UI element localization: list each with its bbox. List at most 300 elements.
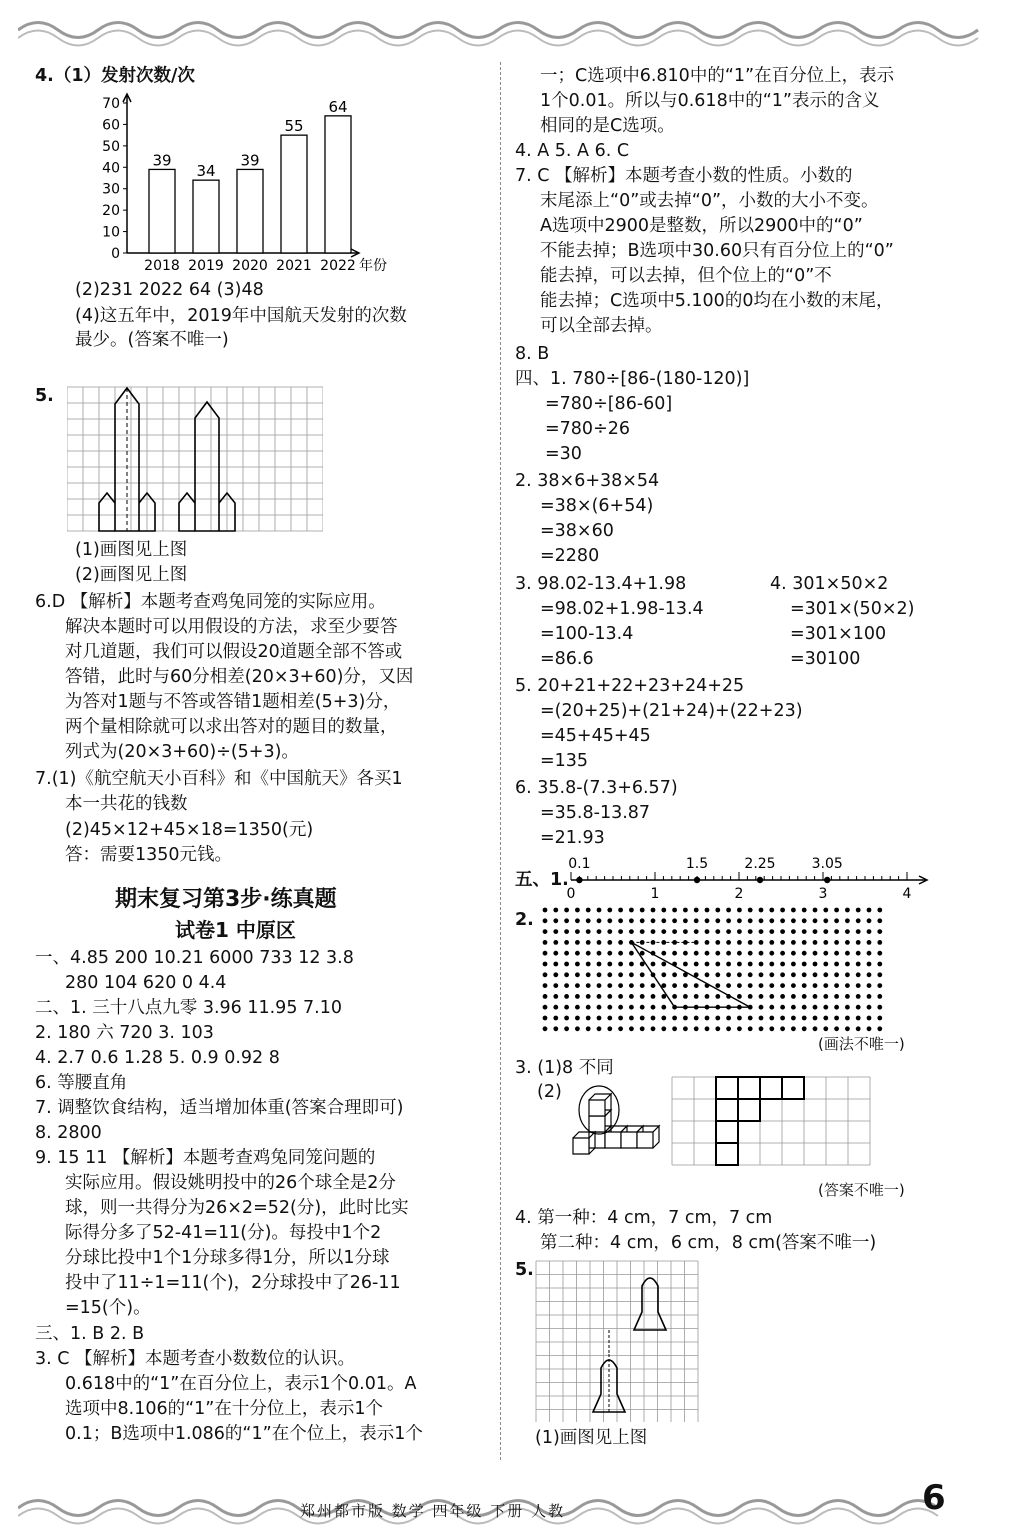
q4-4a: (4)这五年中，2019年中国航天发射的次数 <box>75 306 407 326</box>
grid-dot <box>629 1026 634 1031</box>
bar-value-label: 34 <box>196 162 216 181</box>
s1-a: 一、4.85 200 10.21 6000 733 12 3.8 <box>35 948 354 968</box>
calc2-b: =38×(6+54) <box>540 496 654 516</box>
grid-dot <box>607 951 612 956</box>
d5-label: 5. <box>515 1260 534 1280</box>
grid-dot <box>597 972 602 977</box>
grid-dot <box>575 1016 580 1021</box>
filled-square <box>716 1077 738 1099</box>
grid-dot <box>877 908 882 913</box>
grid-dot <box>780 918 785 923</box>
y-tick-label: 50 <box>102 138 120 155</box>
x-tick-label: 2018 <box>144 258 180 274</box>
grid-dot <box>737 994 742 999</box>
grid-dot <box>823 1016 828 1021</box>
grid-dot <box>564 908 569 913</box>
grid-dot <box>586 962 591 967</box>
grid-dot <box>813 972 818 977</box>
cube-face <box>573 1138 589 1154</box>
grid-dot <box>553 962 558 967</box>
grid-dot <box>705 918 710 923</box>
bar-value-label: 39 <box>152 151 172 170</box>
s2-9d: 际得分多了52-41=11(分)。每投中1个2 <box>65 1223 382 1243</box>
q4-4b: 最少。(答案不唯一) <box>75 330 229 350</box>
grid-dot <box>564 929 569 934</box>
grid-dot <box>640 929 645 934</box>
grid-dot <box>877 940 882 945</box>
grid-dot <box>769 940 774 945</box>
grid-dot <box>586 918 591 923</box>
grid-dot <box>769 908 774 913</box>
grid-dot <box>737 962 742 967</box>
rocket-grid-drawing <box>67 386 323 532</box>
grid-dot <box>737 918 742 923</box>
grid-dot <box>823 983 828 988</box>
grid-dot <box>845 1026 850 1031</box>
grid-dot <box>867 1026 872 1031</box>
calc2-d: =2280 <box>540 546 600 566</box>
grid-dot <box>597 940 602 945</box>
grid-dot <box>553 908 558 913</box>
numberline-label: 五、1. <box>515 870 569 890</box>
grid-dot <box>607 918 612 923</box>
grid-dot <box>553 918 558 923</box>
grid-dot <box>564 972 569 977</box>
filled-square <box>738 1077 760 1099</box>
grid-dot <box>629 994 634 999</box>
grid-dot <box>867 1016 872 1021</box>
grid-dot <box>759 940 764 945</box>
grid-dot <box>640 994 645 999</box>
grid-dot <box>715 918 720 923</box>
grid-dot <box>597 918 602 923</box>
grid-dot <box>813 940 818 945</box>
grid-dot <box>575 918 580 923</box>
wavy-border-top <box>18 10 993 50</box>
grid-dot <box>823 918 828 923</box>
calc6-a: 6. 35.8-(7.3+6.57) <box>515 778 678 798</box>
r2: 1个0.01。所以与0.618中的“1”表示的含义 <box>540 91 880 111</box>
x-tick-label: 2022 <box>320 258 356 274</box>
grid-dot <box>791 1005 796 1010</box>
grid-dot <box>856 918 861 923</box>
cube-face <box>605 1132 621 1148</box>
grid-dot <box>780 1016 785 1021</box>
grid-dot <box>553 972 558 977</box>
number-line-label: 2 <box>734 886 744 902</box>
grid-dot <box>769 951 774 956</box>
grid-dot <box>856 951 861 956</box>
grid-dot <box>661 929 666 934</box>
number-line-value: 0.1 <box>568 856 591 872</box>
grid-dot <box>640 972 645 977</box>
rocket-body <box>195 402 219 531</box>
grid-dot <box>823 929 828 934</box>
calc5-c: =45+45+45 <box>540 726 651 746</box>
grid-dot <box>748 983 753 988</box>
calc3-b: =98.02+1.98-13.4 <box>540 599 704 619</box>
q6-f: 两个量相除就可以求出答对的题目的数量， <box>65 717 398 737</box>
grid-dot <box>672 983 677 988</box>
grid-dot <box>543 994 548 999</box>
grid-dot <box>780 983 785 988</box>
grid-dot <box>834 972 839 977</box>
grid-dot <box>640 918 645 923</box>
grid-dot <box>737 1026 742 1031</box>
grid-dot <box>737 1016 742 1021</box>
grid-dot <box>802 908 807 913</box>
grid-dot <box>759 1016 764 1021</box>
grid-dot <box>553 1026 558 1031</box>
grid-dot <box>759 1026 764 1031</box>
s2-4: 4. 2.7 0.6 1.28 5. 0.9 0.92 8 <box>35 1048 280 1068</box>
grid-dot <box>553 951 558 956</box>
r8: 8. B <box>515 344 550 364</box>
grid-dot <box>564 918 569 923</box>
grid-dot <box>618 908 623 913</box>
grid-dot <box>694 962 699 967</box>
grid-dot <box>651 908 656 913</box>
grid-dot <box>823 972 828 977</box>
grid-dot <box>823 940 828 945</box>
s3-3c: 选项中8.106的“1”在十分位上，表示1个 <box>65 1399 383 1419</box>
grid-dot <box>683 994 688 999</box>
calc3-c: =100-13.4 <box>540 624 634 644</box>
grid-dot <box>553 1016 558 1021</box>
grid-dot <box>726 962 731 967</box>
number-line-label: 3 <box>818 886 828 902</box>
bar <box>281 135 307 253</box>
s3-3a: 3. C 【解析】本题考查小数数位的认识。 <box>35 1349 356 1369</box>
filled-square <box>716 1143 738 1165</box>
launch-bar-chart <box>75 88 395 278</box>
grid-dot <box>867 983 872 988</box>
grid-dot <box>823 994 828 999</box>
grid-dot <box>607 994 612 999</box>
grid-dot <box>834 918 839 923</box>
grid-dot <box>661 918 666 923</box>
q5-1: (1)画图见上图 <box>75 540 188 560</box>
grid-dot <box>834 908 839 913</box>
grid-dot <box>543 951 548 956</box>
grid-dot <box>575 1026 580 1031</box>
grid-dot <box>759 983 764 988</box>
d5-1: (1)画图见上图 <box>535 1428 648 1448</box>
grid-dot <box>672 1016 677 1021</box>
d3-note: (答案不唯一) <box>818 1181 905 1199</box>
triangle-shape <box>631 942 750 1007</box>
calc4-d: =30100 <box>790 649 861 669</box>
grid-dot <box>769 918 774 923</box>
bar <box>325 116 351 253</box>
filled-square <box>760 1077 782 1099</box>
grid-dot <box>694 908 699 913</box>
grid-dot <box>856 929 861 934</box>
grid-dot <box>694 1026 699 1031</box>
grid-dot <box>694 994 699 999</box>
grid-dot <box>651 983 656 988</box>
grid-dot <box>769 994 774 999</box>
grid-dot <box>748 962 753 967</box>
grid-dot <box>683 951 688 956</box>
grid-dot <box>780 994 785 999</box>
grid-dot <box>683 983 688 988</box>
grid-dot <box>737 972 742 977</box>
grid-dot <box>834 1005 839 1010</box>
r7a: 7. C 【解析】本题考查小数的性质。小数的 <box>515 166 853 186</box>
grid-dot <box>802 972 807 977</box>
grid-dot <box>877 951 882 956</box>
grid-dot <box>705 994 710 999</box>
grid-dot <box>867 929 872 934</box>
calc5-a: 5. 20+21+22+23+24+25 <box>515 676 745 696</box>
grid-dot <box>715 1016 720 1021</box>
grid-dot <box>575 1005 580 1010</box>
r7c: A选项中2900是整数，所以2900中的“0” <box>540 216 863 236</box>
grid-dot <box>813 994 818 999</box>
grid-dot <box>791 983 796 988</box>
bar-value-label: 64 <box>328 97 348 116</box>
r7b: 末尾添上“0”或去掉“0”，小数的大小不变。 <box>540 191 879 211</box>
grid-dot <box>553 994 558 999</box>
grid-dot <box>597 1026 602 1031</box>
grid-dot <box>845 962 850 967</box>
grid-dot <box>575 940 580 945</box>
grid-dot <box>834 1016 839 1021</box>
cube-face <box>589 1100 605 1116</box>
grid-dot <box>877 1005 882 1010</box>
x-axis-unit: 年份 <box>359 258 387 274</box>
grid-dot <box>726 983 731 988</box>
calc4-b: =301×(50×2) <box>790 599 915 619</box>
page-footer: 郑州都市版 数学 四年级 下册 人教 <box>300 1502 566 1520</box>
grid-dot <box>715 994 720 999</box>
s2-2: 2. 180 六 720 3. 103 <box>35 1023 214 1043</box>
grid-dot <box>586 929 591 934</box>
grid-dot <box>597 1005 602 1010</box>
grid-dot <box>726 972 731 977</box>
filled-square <box>716 1099 738 1121</box>
grid-dot <box>780 1005 785 1010</box>
grid-dot <box>867 962 872 967</box>
grid-dot <box>867 951 872 956</box>
grid-dot <box>672 918 677 923</box>
grid-dot <box>607 962 612 967</box>
grid-dot <box>607 972 612 977</box>
grid-dot <box>597 994 602 999</box>
grid-dot <box>877 983 882 988</box>
grid-dot <box>705 962 710 967</box>
q6-b: 解决本题时可以用假设的方法，求至少要答 <box>65 617 398 637</box>
s2-9g: =15(个)。 <box>65 1298 151 1318</box>
dots-label: 2. <box>515 910 534 930</box>
q7-a: 7.(1)《航空航天小百科》和《中国航天》各买1 <box>35 769 403 789</box>
q5-2: (2)画图见上图 <box>75 565 188 585</box>
grid-dot <box>780 929 785 934</box>
grid-dot <box>748 918 753 923</box>
grid-dot <box>618 972 623 977</box>
grid-dot <box>597 962 602 967</box>
grid-dot <box>813 962 818 967</box>
q6-e: 为答对1题与不答或答错1题相差(5+3)分， <box>65 692 401 712</box>
grid-dot <box>780 962 785 967</box>
grid-dot <box>629 918 634 923</box>
grid-dot <box>748 972 753 977</box>
grid-dot <box>618 1005 623 1010</box>
cube-face <box>589 1116 605 1132</box>
grid-dot <box>586 1016 591 1021</box>
grid-dot <box>629 951 634 956</box>
grid-dot <box>694 929 699 934</box>
grid-dot <box>683 1026 688 1031</box>
cube-stack-drawing <box>563 1084 673 1164</box>
grid-dot <box>618 1026 623 1031</box>
filled-square <box>716 1121 738 1143</box>
grid-dot <box>780 1026 785 1031</box>
grid-dot <box>867 908 872 913</box>
dots-note: (画法不唯一) <box>818 1035 905 1053</box>
bar <box>149 169 175 253</box>
number-line-value: 2.25 <box>744 856 776 872</box>
grid-dot <box>661 951 666 956</box>
r7f: 能去掉；C选项中5.100的0均在小数的末尾， <box>540 291 894 311</box>
grid-dot <box>759 918 764 923</box>
s2-6: 6. 等腰直角 <box>35 1073 128 1093</box>
y-tick-label: 20 <box>102 203 120 220</box>
number-line-point <box>694 877 700 883</box>
grid-dot <box>586 983 591 988</box>
grid-dot <box>651 1026 656 1031</box>
grid-dot <box>856 1005 861 1010</box>
grid-dot <box>661 962 666 967</box>
grid-dot <box>586 1005 591 1010</box>
d3-1: 3. (1)8 不同 <box>515 1058 614 1078</box>
grid-dot <box>715 983 720 988</box>
number-line-point <box>824 877 830 883</box>
q5-label: 5. <box>35 386 54 406</box>
grid-dot <box>575 929 580 934</box>
grid-dot <box>780 908 785 913</box>
grid-dot <box>618 918 623 923</box>
grid-dot <box>748 1016 753 1021</box>
grid-dot <box>543 1026 548 1031</box>
grid-dot <box>586 972 591 977</box>
grid-dot <box>823 951 828 956</box>
grid-dot <box>737 940 742 945</box>
y-tick-label: 30 <box>102 181 120 198</box>
grid-dot <box>813 1026 818 1031</box>
grid-dot <box>780 972 785 977</box>
s3-1: 三、1. B 2. B <box>35 1324 145 1344</box>
grid-dot <box>640 908 645 913</box>
grid-dot <box>705 940 710 945</box>
d3-2: (2) <box>537 1082 562 1102</box>
grid-dot <box>877 929 882 934</box>
grid-dot <box>586 951 591 956</box>
grid-dot <box>834 951 839 956</box>
grid-dot <box>553 940 558 945</box>
s2-7: 7. 调整饮食结构，适当增加体重(答案合理即可) <box>35 1098 404 1118</box>
number-line-label: 4 <box>902 886 912 902</box>
filled-square <box>782 1077 804 1099</box>
q4-2: (2)231 2022 64 (3)48 <box>75 280 264 300</box>
grid-dot <box>748 908 753 913</box>
y-tick-label: 0 <box>111 246 120 262</box>
grid-dot <box>543 929 548 934</box>
grid-dot <box>802 918 807 923</box>
grid-dot <box>564 1026 569 1031</box>
grid-dot <box>802 1016 807 1021</box>
s2-9a: 9. 15 11 【解析】本题考查鸡兔同笼问题的 <box>35 1148 376 1168</box>
grid-dot <box>780 951 785 956</box>
q7-b: 本一共花的钱数 <box>65 794 188 814</box>
grid-dot <box>834 983 839 988</box>
grid-dot <box>564 1016 569 1021</box>
grid-dot <box>813 908 818 913</box>
grid-dot <box>791 972 796 977</box>
grid-dot <box>715 908 720 913</box>
dot-grid-drawing <box>537 902 887 1032</box>
grid-dot <box>823 908 828 913</box>
grid-dot <box>867 918 872 923</box>
grid-dot <box>694 983 699 988</box>
filled-square <box>738 1099 760 1121</box>
q6-g: 列式为(20×3+60)÷(5+3)。 <box>65 742 299 762</box>
grid-dot <box>543 918 548 923</box>
grid-dot <box>618 929 623 934</box>
grid-dot <box>867 994 872 999</box>
grid-dot <box>564 1005 569 1010</box>
grid-dot <box>780 940 785 945</box>
grid-dot <box>834 994 839 999</box>
s2-8: 8. 2800 <box>35 1123 102 1143</box>
grid-dot <box>607 1005 612 1010</box>
grid-dot <box>726 1016 731 1021</box>
grid-dot <box>586 994 591 999</box>
grid-dot <box>543 972 548 977</box>
grid-dot <box>640 1005 645 1010</box>
grid-dot <box>791 918 796 923</box>
grid-dot <box>694 940 699 945</box>
grid-dot <box>575 962 580 967</box>
grid-dot <box>759 908 764 913</box>
grid-dot <box>661 1016 666 1021</box>
grid-dot <box>769 983 774 988</box>
grid-dot <box>726 929 731 934</box>
grid-dot <box>543 908 548 913</box>
top-view-grid <box>671 1076 883 1178</box>
grid-dot <box>651 929 656 934</box>
r4: 4. A 5. A 6. C <box>515 141 630 161</box>
grid-dot <box>726 908 731 913</box>
grid-dot <box>845 908 850 913</box>
grid-dot <box>694 918 699 923</box>
grid-dot <box>748 1026 753 1031</box>
s2-1: 二、1. 三十八点九零 3.96 11.95 7.10 <box>35 998 342 1018</box>
y-tick-label: 40 <box>102 160 120 177</box>
grid-dot <box>834 940 839 945</box>
r3: 相同的是C选项。 <box>540 116 675 136</box>
number-line-point <box>576 877 582 883</box>
grid-dot <box>651 994 656 999</box>
cube-face <box>637 1132 653 1148</box>
grid-dot <box>586 940 591 945</box>
grid-dot <box>715 929 720 934</box>
grid-dot <box>618 994 623 999</box>
grid-dot <box>672 908 677 913</box>
grid-dot <box>737 908 742 913</box>
grid-dot <box>845 940 850 945</box>
